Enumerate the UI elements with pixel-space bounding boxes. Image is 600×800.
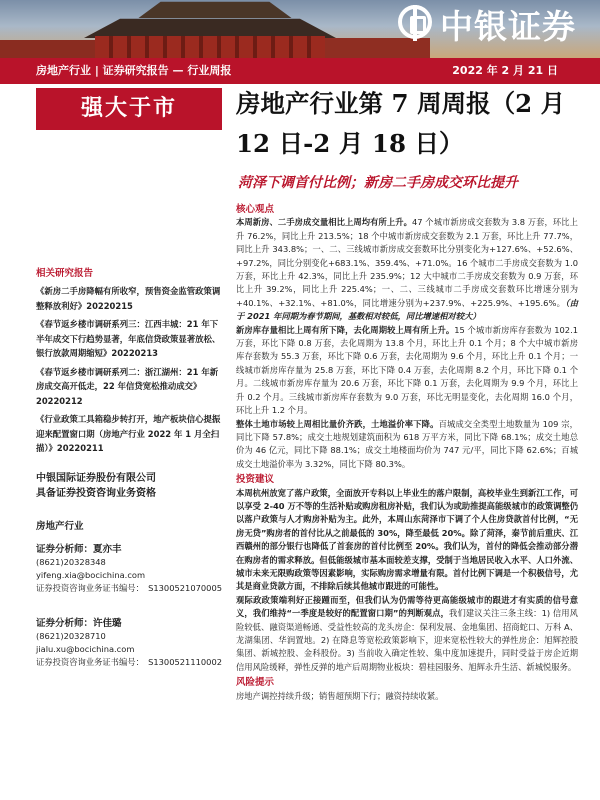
inventory-text: 15 个城市新房库存套数为 102.1 万套，环比下降 0.8 万套，去化周期为 13.8 个月，环比上升 0.1 个月；8 个大中城市新房库存套数为 55.3 万套，环比下降 0.6 万套，去化周期为 9.6 个月，环比上升 0.1 个月；一线城市新房库存量为 25.8 万套，环比下降 0.4 万套，去化周期 8.2 个月，环比下降 0.1 个月。二线城市新房库存量为 20.6 万套，环比下降 0.1 万套，去化周期为 9.9 个月，环比上升 0.2 个月。三线城市新房库存套数为 9.0 万套，环比无明显变化，去化周期 16.0 个月，环比上升 1.2 个月。 — [236, 324, 578, 416]
related-research-list — [36, 284, 222, 460]
related-report-item[interactable]: 《春节返乡楼市调研系列二：浙江湖州：21 年新房成交高开低走，22 年信贷宽松推动成交》20220212 — [36, 366, 219, 406]
report-category: 房地产行业 | 证券研究报告 — 行业周报 — [36, 64, 232, 77]
report-title: 房地产行业第 7 周周报（2 月 12 日-2 月 18 日） — [236, 89, 566, 158]
report-category-bar — [0, 58, 600, 84]
analyst-phone: (8621)20328348 — [36, 557, 106, 567]
analyst-email[interactable]: jialu.xu@bocichina.com — [36, 644, 135, 654]
risk-text: 房地产调控持续升级；销售超预期下行；融资持续收紧。 — [236, 690, 444, 701]
paragraph-land — [236, 418, 578, 472]
recommendation-text-c: 我们建议关注三条主线：1) 信用风险较低、融资渠道畅通、受益性较高的龙头房企：保利发展、金地集团、招商蛇口、万科 A、龙湖集团、华润置地。2) 在降息等宽松政策影响下，迎来宽松性较大的弹性房企：旭辉控股集团、新城控股、金科股份。3) 当前收入确定性较、集中度加速提升，同时受益于房企近期信用风险缓释，弹性反弹的地产后周期物业板块：碧桂园服务、旭辉永升生活、新城悦服务。 — [236, 608, 578, 672]
core-viewpoints — [236, 203, 578, 703]
palace-hall — [95, 36, 325, 58]
brand-name: 中银证券 — [440, 7, 576, 46]
related-research-heading: 相关研究报告 — [36, 268, 94, 279]
analyst-name: 证券分析师：夏亦丰 — [36, 544, 122, 555]
palace-wall-right — [320, 38, 430, 58]
policy-quote: “无房无贷” — [236, 514, 578, 538]
report-subtitle: 菏泽下调首付比例；新房二手房成交环比提升 — [238, 175, 518, 191]
sector-label: 房地产行业 — [36, 521, 84, 532]
paragraph-sales — [236, 216, 578, 323]
header-banner — [0, 0, 600, 58]
policy-text-a: 本周杭州放宽了落户政策，全面放开专科以上毕业生的落户限制，高校毕业生到新江工作，可以享受 2-40 万不等的生活补贴或购房租房补贴，我们认为或助推提高能级城市的政策调整仍以落户政策与人才购房补贴为主。此外，本周山东菏泽市下调了个人住房贷款首付比例， — [236, 487, 578, 525]
sales-text: 47 个城市新房成交套数为 3.8 万套，环比上升 76.2%，同比上升 213.5%；18 个中城市新房成交套数为 2.1 万套，环比上升 77.7%，同比上升 343.8%；一、二、三线城市新房成交套数环比分别变化为+127.6%、+52.6%、+97.2%，同比分别变化+683.1%、359.4%、+71.0%。16 个城市二手房成交套数为 1.0 万套，环比上升 42.3%，同比上升 235.9%；12 大中城市二手房成交套数为 0.9 万套，环比上升 39.2%，同比上升 225.4%；一、二、三线城市二手房成交套数环比增速分别为+40.1%、+32.1%、+81.0%，同比增速分别为+237.9%、+225.9%、+195.6%。 — [236, 217, 578, 308]
analyst-name: 证券分析师：许佳璐 — [36, 618, 122, 629]
rating-badge: 强大于市 — [36, 88, 222, 130]
risk-heading: 风险提示 — [236, 677, 275, 689]
analyst-phone: (8621)20328710 — [36, 631, 106, 641]
registration-number: S1300521110002 — [148, 657, 222, 667]
policy-text-b: 购房者的首付比从之前最低的 30%，降至最低 20%。除了菏泽，秦节前后重庆、江西赣州的部分银行也降低了首套房的首付比例至 20%。我们认为，首付的降低会推动部分潜在购房者的需求释放。但低能级城市基本面较差支撑，受制于当地居民收入水平、人口外流、城市未来无限购政策等因素影响，实际购房需求增量有限。首付比例下调是一个积极信号，尤其是商业贷款方面，不排除后续其他城市跟进的可能性。 — [236, 527, 578, 592]
company-info: 中银国际证券股份有限公司 具备证券投资咨询业务资格 — [36, 473, 156, 499]
registration-label: 证券投资咨询业务证书编号： — [36, 657, 144, 667]
boc-logo-icon — [398, 5, 432, 39]
registration-number: S1300521070005 — [148, 583, 222, 593]
related-report-item[interactable]: 《新房二手房降幅有所收窄，预售资金监管政策调整释放利好》20220215 — [36, 286, 221, 311]
inventory-lead: 新房库存量相比上周有所下降，去化周期较上周有所上升。 — [236, 324, 455, 335]
recommendation-text-a: 观际政政策端利好正接踵而至，但我们认为仍需等待更高能级城市的跟进才有实质的信号意义， — [236, 594, 578, 619]
report-date: 2022 年 2 月 21 日 — [452, 64, 558, 77]
investment-heading: 投资建议 — [236, 474, 275, 486]
related-report-item[interactable]: 《行业政策工具箱稳步转打开，地产板块信心提振迎来配置窗口期（房地产行业 2022 年 1 月全扫描）》20220211 — [36, 414, 221, 453]
sales-lead: 本周新房、二手房成交量相比上周均有所上升。 — [236, 217, 413, 228]
registration-label: 证券投资咨询业务证书编号： — [36, 583, 144, 593]
palace-wall-left — [0, 40, 110, 58]
land-lead: 整体土地市场较上周相比量价齐跌，土地溢价率下降。 — [236, 418, 439, 429]
related-report-item[interactable]: 《春节返乡楼市调研系列三：江西丰城：21 年下半年成交下行趋势显著，年底信贷政策显著放松、银行放款周期缩短》20220213 — [36, 319, 221, 358]
analyst-email[interactable]: yifeng.xia@bocichina.com — [36, 570, 146, 580]
palace-roof-upper — [130, 0, 300, 18]
paragraph-policy — [236, 487, 578, 594]
paragraph-recommendation — [236, 594, 578, 674]
analyst-block — [36, 520, 222, 669]
paragraph-inventory — [236, 324, 578, 418]
sales-note: （由于 2021 年同期为春节期间，基数相对较低，同比增速相对较大） — [236, 297, 578, 322]
land-text: 百城成交全类型土地数量为 109 宗，同比下降 57.8%；成交土地规划建筑面积为 618 万平方米，同比下降 68.1%；成交土地总价为 46 亿元，同比下降 88.1%；成交土地楼面均价为 747 元/平，同比下降 62.6%；百城成交土地溢价率为 3.32%，同比下降 80.3%。 — [236, 418, 578, 469]
recommendation-view: 我们维持“一季度是较好的配置窗口期”的判断观点， — [252, 608, 450, 619]
analyst-registration — [36, 656, 222, 669]
analyst-registration — [36, 582, 222, 595]
core-heading: 核心观点 — [236, 204, 275, 215]
